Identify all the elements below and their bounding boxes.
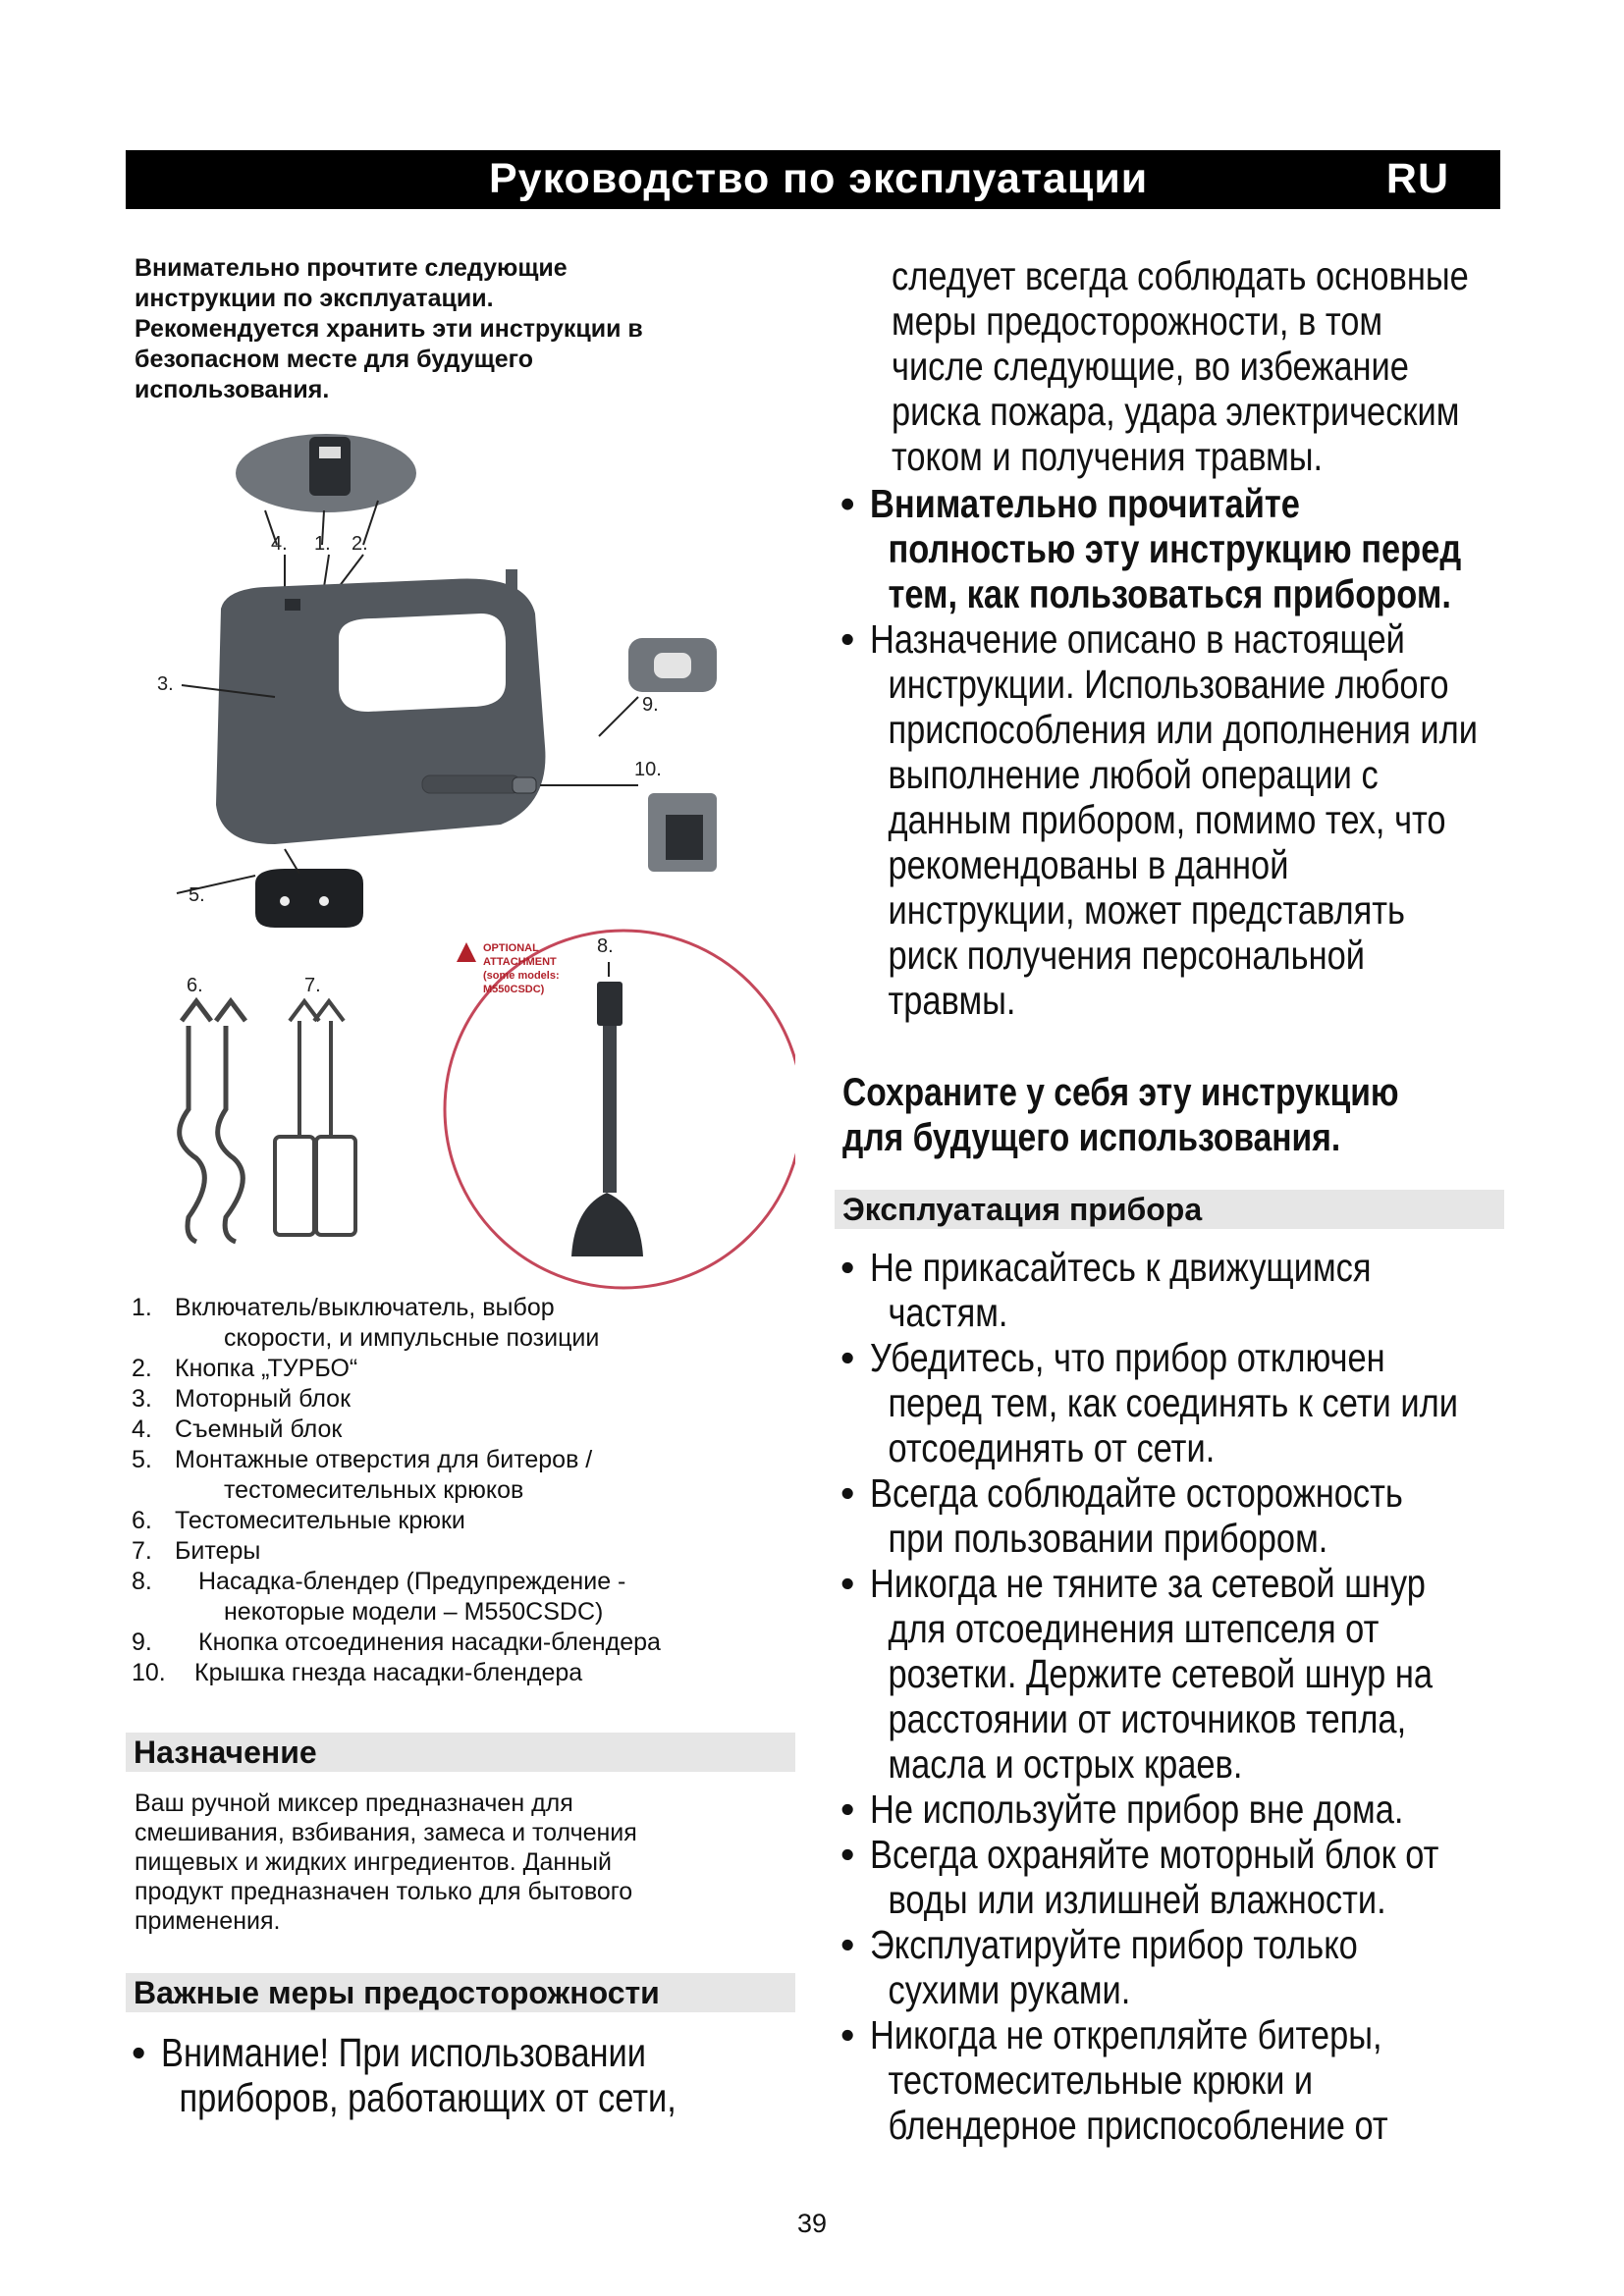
list-item: 3. Моторный блок <box>132 1385 352 1413</box>
list-item: • Всегда охраняйте моторный блок от воды или излишней влажности. <box>840 1832 1570 1922</box>
list-item: • Всегда соблюдайте осторожность при пользовании прибором. <box>840 1470 1570 1561</box>
blender-attachment <box>597 982 623 1026</box>
intro-line: инструкции по эксплуатации. <box>135 285 494 312</box>
list-item: • Не используйте прибор вне дома. <box>840 1787 1570 1832</box>
label-3: 3. <box>157 673 174 695</box>
page-title: Руководство по эксплуатации <box>489 155 1149 202</box>
list-item: 6. Тестомесительные крюки <box>132 1507 465 1534</box>
safety-left-bullet <box>132 2030 775 2120</box>
list-item: 5. Монтажные отверстия для битеров / тестомесительных крюков <box>132 1446 593 1504</box>
list-item: • Убедитесь, что прибор отключен перед тем, как соединять к сети или отсоединять от сети. <box>840 1335 1570 1470</box>
warning-line: (some models: <box>483 970 560 982</box>
list-item: 8. Насадка-блендер (Предупреждение - некоторые модели – M550CSDC) <box>132 1568 626 1626</box>
label-9: 9. <box>642 694 659 716</box>
safety-bullets <box>840 481 1594 1023</box>
keep-instructions: Сохраните у себя эту инструкцию для будущего использования. <box>842 1071 1399 1159</box>
mounting-holes <box>255 869 363 928</box>
list-item: • Назначение описано в настоящей инструкции. Использование любого приспособления или дополнения или выполнение любой операции с данным прибором, помимо тех, что рекомендованы в данной инструкции, может представлять риск получения персональной травмы. <box>840 616 1594 1023</box>
list-item: 9. Кнопка отсоединения насадки-блендера <box>132 1629 661 1656</box>
mixer-illustration <box>128 412 795 1296</box>
intro-line: безопасном месте для будущего <box>135 346 533 373</box>
warning-line: OPTIONAL <box>483 942 539 954</box>
list-item: 4. Съемный блок <box>132 1415 343 1443</box>
list-item: 10. Крышка гнезда насадки-блендера <box>132 1659 583 1686</box>
purpose-heading: Назначение <box>126 1733 795 1772</box>
intro-line: Внимательно прочтите следующие <box>135 254 568 282</box>
list-item: • Внимание! При использовании приборов, работающих от сети, <box>132 2030 775 2120</box>
operation-heading: Эксплуатация прибора <box>835 1190 1504 1229</box>
intro-line: использования. <box>135 376 330 403</box>
purpose-text: Ваш ручной миксер предназначен для смешивания, взбивания, замеса и толчения пищевых и жидких ингредиентов. Данный продукт предназначен только для бытового применения. <box>135 1789 637 1935</box>
intro-text <box>135 253 802 405</box>
label-6: 6. <box>187 975 203 996</box>
safety-continuation: следует всегда соблюдать основные меры предосторожности, в том числе следующие, во избежание риска пожара, удара электрическим током и получения травмы. <box>892 253 1469 479</box>
list-item: • Никогда не тяните за сетевой шнур для отсоединения штепселя от розетки. Держите сетевой шнур на расстоянии от источников тепла, масла и острых краев. <box>840 1561 1570 1787</box>
language-code: RU <box>1385 155 1449 202</box>
list-item: 7. Битеры <box>132 1537 261 1565</box>
safety-heading: Важные меры предосторожности <box>126 1973 795 2012</box>
label-4: 4. <box>271 533 288 555</box>
speed-switch <box>309 437 351 496</box>
list-item: • Не прикасайтесь к движущимся частям. <box>840 1245 1570 1335</box>
label-10: 10. <box>634 759 662 780</box>
list-item: 2. Кнопка „ТУРБО“ <box>132 1355 358 1382</box>
list-item: 1. Включатель/выключатель, выбор скорости, и импульсные позиции <box>132 1294 600 1352</box>
label-2: 2. <box>352 533 368 555</box>
warning-line: M550CSDC) <box>483 984 545 995</box>
label-7: 7. <box>304 975 321 996</box>
beaters <box>290 1001 344 1139</box>
label-5: 5. <box>189 884 205 906</box>
warning-line: ATTACHMENT <box>483 956 557 968</box>
label-8: 8. <box>597 935 614 957</box>
parts-list <box>132 1293 799 1688</box>
page-number: 39 <box>797 2209 828 2238</box>
list-item: • Внимательно прочитайте полностью эту инструкцию перед тем, как пользоваться прибором. <box>840 481 1594 616</box>
list-item: • Эксплуатируйте прибор только сухими руками. <box>840 1922 1570 2012</box>
label-1: 1. <box>314 533 331 555</box>
turbo-slot <box>422 775 520 793</box>
dough-hooks <box>180 1001 245 1242</box>
operation-bullets <box>840 1245 1570 2148</box>
handle-opening <box>339 614 506 712</box>
intro-line: Рекомендуется хранить эти инструкции в <box>135 315 643 343</box>
list-item: • Никогда не открепляйте битеры, тестомесительные крюки и блендерное приспособление от <box>840 2012 1570 2148</box>
header-bar <box>126 150 1500 209</box>
